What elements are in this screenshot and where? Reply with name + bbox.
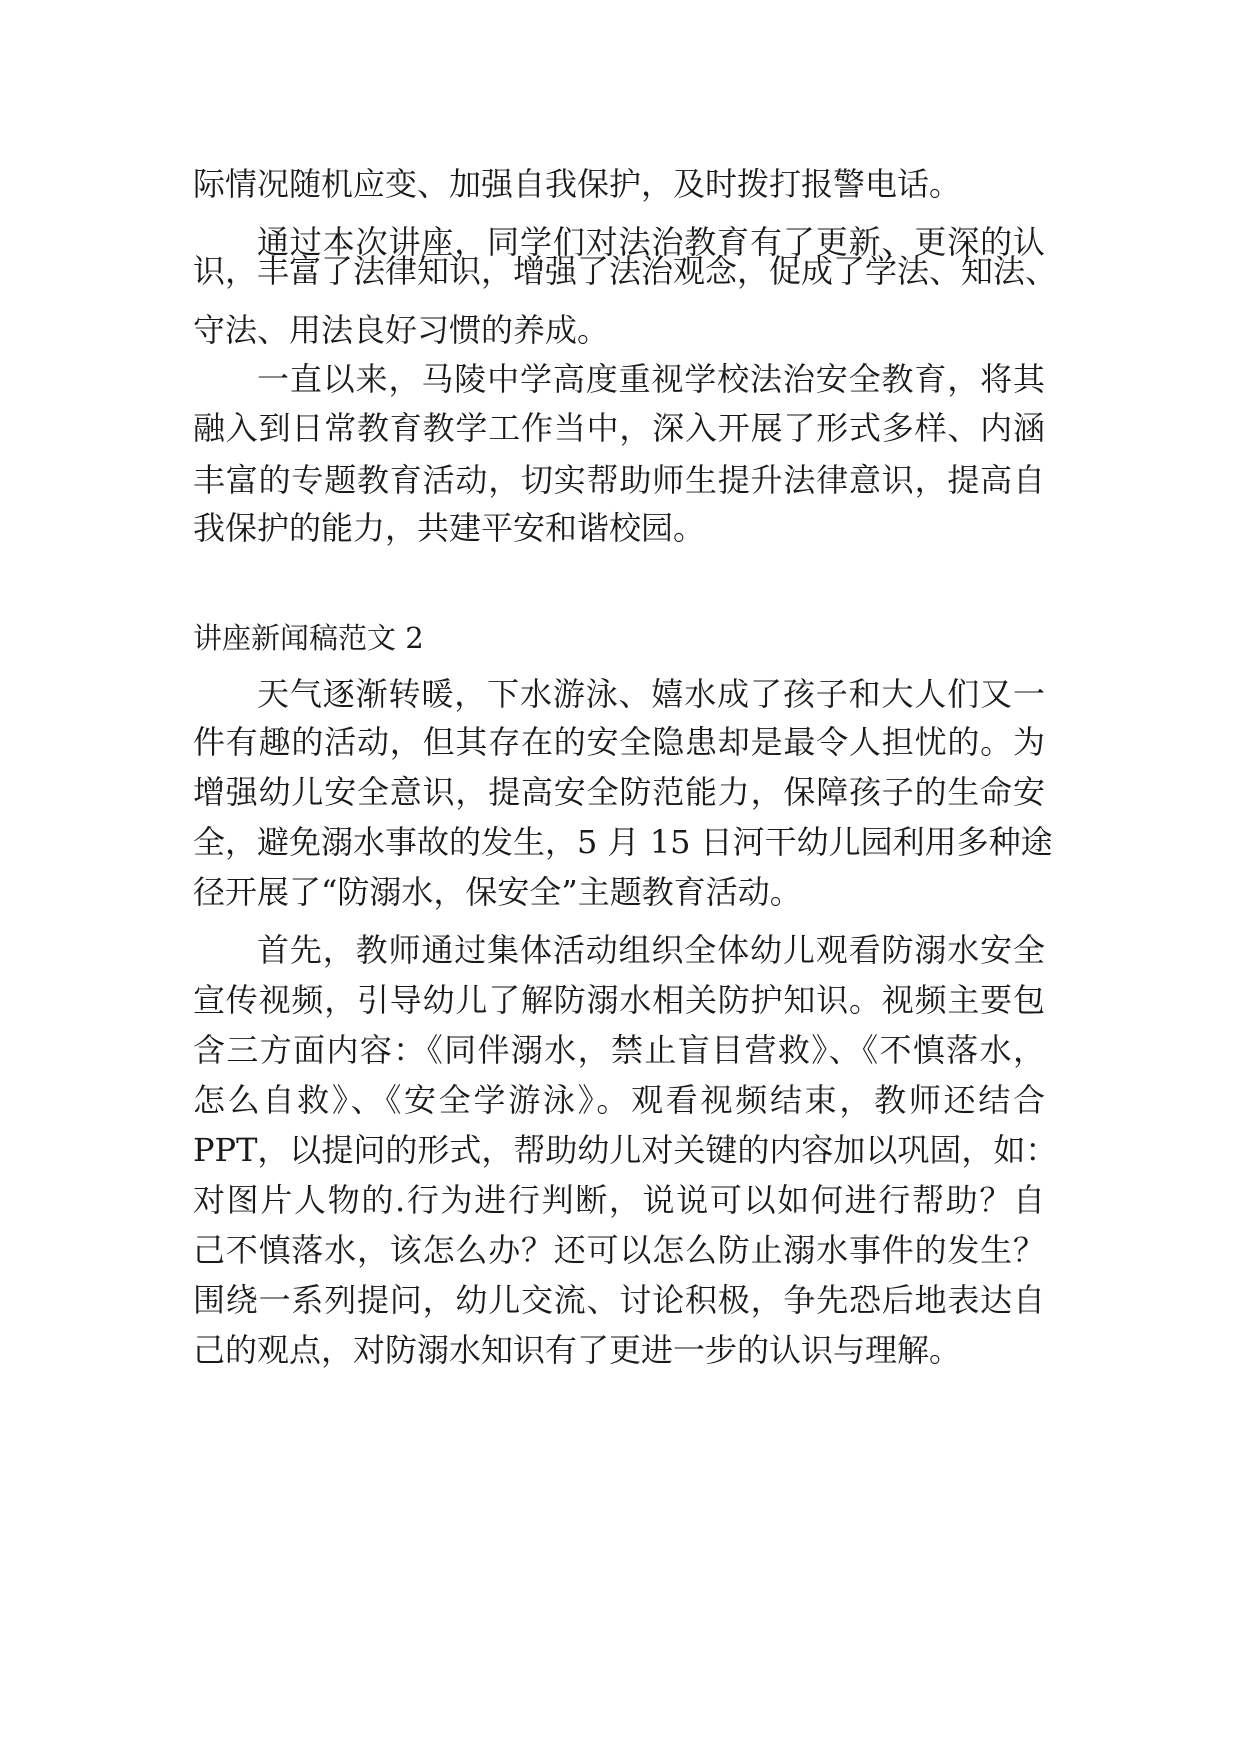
paragraph-line: 件有趣的活动，但其存在的安全隐患却是最令人担忧的。为 [193,723,1045,761]
paragraph-line: 通过本次讲座，同学们对法治教育有了更新、更深的认 [257,223,1045,261]
paragraph-line: 守法、用法良好习惯的养成。 [193,311,610,349]
paragraph-line: 融入到日常教育教学工作当中，深入开展了形式多样、内涵 [193,409,1045,447]
paragraph-line: 宣传视频，引导幼儿了解防溺水相关防护知识。视频主要包 [193,981,1045,1019]
paragraph-line: 己的观点，对防溺水知识有了更进一步的认识与理解。 [193,1331,962,1369]
paragraph-line: 增强幼儿安全意识，提高安全防范能力，保障孩子的生命安 [193,773,1045,811]
paragraph-line: 己不慎落水，该怎么办？还可以怎么防止溺水事件的发生？ [193,1231,1045,1269]
paragraph-line: 首先，教师通过集体活动组织全体幼儿观看防溺水安全 [257,931,1045,969]
paragraph-line: 围绕一系列提问，幼儿交流、讨论积极，争先恐后地表达自 [193,1281,1045,1319]
paragraph-line: 全，避免溺水事故的发生，5 月 15 日河干幼儿园利用多种途 [193,823,1053,861]
paragraph-line: PPT，以提问的形式，帮助幼儿对关键的内容加以巩固，如： [193,1131,1058,1169]
paragraph-line: 丰富的专题教育活动，切实帮助师生提升法律意识，提高自 [193,461,1045,499]
paragraph-line: 识，丰富了法律知识，增强了法治观念，促成了学法、知法、 [193,252,1058,290]
paragraph-line: 天气逐渐转暖，下水游泳、嬉水成了孩子和大人们又一 [257,675,1045,713]
paragraph-line: 际情况随机应变、加强自我保护，及时拨打报警电话。 [193,165,962,203]
section-title: 讲座新闻稿范文 2 [193,621,424,655]
paragraph-line: 径开展了“防溺水，保安全”主题教育活动。 [193,873,802,911]
paragraph-line: 对图片人物的.行为进行判断，说说可以如何进行帮助？自 [193,1181,1045,1219]
paragraph-line: 我保护的能力，共建平安和谐校园。 [193,509,706,547]
paragraph-line: 怎么自救》、《安全学游泳》。观看视频结束，教师还结合 [193,1081,1045,1119]
paragraph-line: 含三方面内容：《同伴溺水，禁止盲目营救》、《不慎落水， [193,1031,1045,1069]
paragraph-line: 一直以来，马陵中学高度重视学校法治安全教育，将其 [257,360,1045,398]
